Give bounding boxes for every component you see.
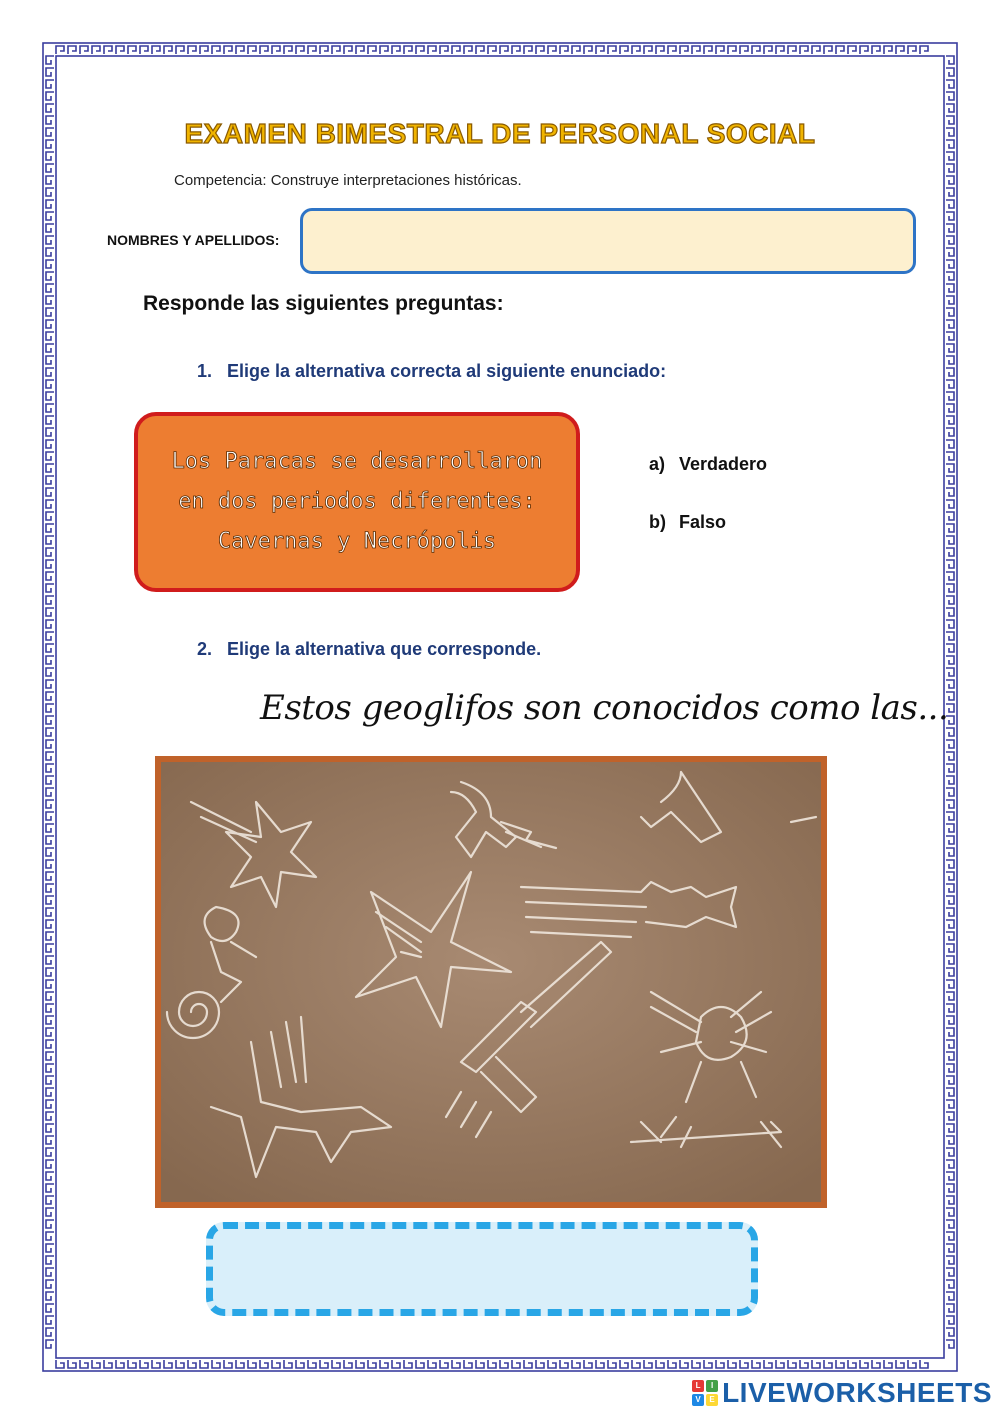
question-2 bbox=[197, 639, 541, 660]
option-label: Verdadero bbox=[679, 454, 768, 474]
option-true[interactable] bbox=[649, 454, 767, 475]
question-2-number: 2. bbox=[197, 639, 213, 659]
question-1 bbox=[197, 361, 666, 382]
instructions-heading: Responde las siguientes preguntas: bbox=[143, 292, 504, 315]
nazca-lines-photo bbox=[155, 756, 827, 1208]
exam-title: EXAMEN BIMESTRAL DE PERSONAL SOCIAL bbox=[184, 118, 816, 149]
names-label: NOMBRES Y APELLIDOS: bbox=[107, 232, 280, 248]
option-label: Falso bbox=[679, 512, 727, 532]
liveworksheets-logo-icon: L I V E bbox=[692, 1380, 718, 1406]
question-1-number: 1. bbox=[197, 361, 213, 381]
statement-box bbox=[134, 412, 580, 592]
option-letter: a) bbox=[649, 454, 666, 474]
answer-input[interactable] bbox=[206, 1222, 758, 1316]
liveworksheets-brand bbox=[692, 1376, 992, 1410]
names-input[interactable] bbox=[300, 208, 916, 274]
competence-text: Competencia: Construye interpretaciones históricas. bbox=[174, 172, 522, 189]
option-false[interactable] bbox=[649, 512, 726, 533]
geoglyph-caption: Estos geoglifos son conocidos como las... bbox=[260, 688, 949, 728]
statement-text: Los Paracas se desarrollaron en dos periodos diferentes: Cavernas y Necrópolis bbox=[171, 449, 543, 554]
brand-name: LIVEWORKSHEETS bbox=[722, 1377, 992, 1408]
question-2-prompt: Elige la alternativa que corresponde. bbox=[227, 639, 542, 659]
option-letter: b) bbox=[649, 512, 666, 532]
question-1-prompt: Elige la alternativa correcta al siguiente enunciado: bbox=[227, 361, 667, 381]
